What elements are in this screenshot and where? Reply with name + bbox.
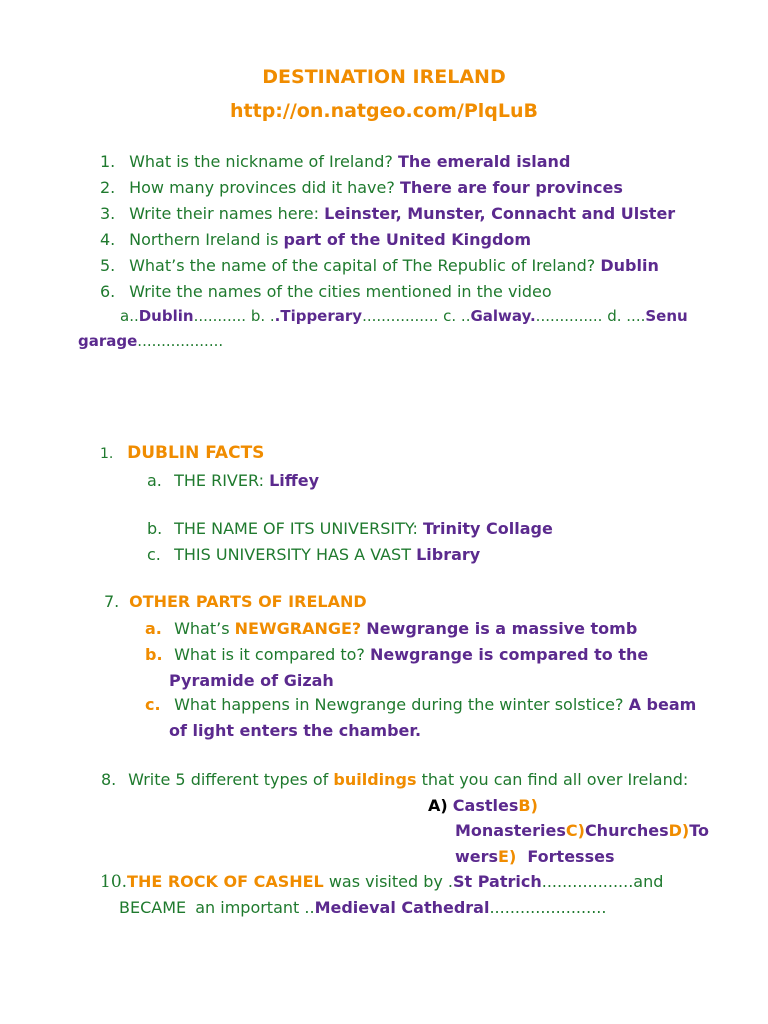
item-label: b. — [145, 645, 163, 664]
city-b-dots: ................ — [362, 307, 439, 325]
city-d-answer-cont: garage — [78, 332, 138, 350]
other-item-c-cont — [169, 721, 421, 740]
dublin-fact-a — [147, 471, 319, 490]
question-6 — [100, 282, 552, 301]
item-answer: Trinity Collage — [422, 519, 553, 538]
other-item-b — [145, 645, 648, 664]
city-a-dots: ........... — [193, 307, 247, 325]
cashel-answer-1: St Patrich — [453, 872, 542, 891]
dublin-fact-b — [147, 519, 553, 538]
city-d-dots: .................. — [137, 332, 224, 350]
question-text: Northern Ireland is — [129, 230, 279, 249]
question-5 — [100, 256, 659, 275]
item-answer: Liffey — [269, 471, 320, 490]
question-1 — [100, 152, 570, 171]
answer-a: Castles — [452, 796, 519, 815]
item-answer: Library — [416, 545, 481, 564]
question-number: 1. — [100, 152, 116, 171]
question-number: 3. — [100, 204, 116, 223]
item-answer-cont: of light enters the chamber. — [169, 721, 422, 740]
source-url[interactable]: http://on.natgeo.com/PlqLuB — [230, 100, 538, 122]
item-question: What happens in Newgrange during the winter solstice? — [174, 695, 624, 714]
question-4 — [100, 230, 531, 249]
cashel-line-2 — [119, 898, 606, 917]
answer-label-d: D) — [668, 821, 690, 840]
item-label: c. — [145, 695, 161, 714]
answer-text: There are four provinces — [399, 178, 623, 197]
item-answer: Newgrange is compared to the — [369, 645, 649, 664]
question-text: Write the names of the cities mentioned in the video — [129, 282, 552, 301]
cashel-answer-2: Medieval Cathedral — [314, 898, 490, 917]
cashel-question: was visited by . — [328, 872, 454, 891]
city-a-prefix: a.. — [120, 307, 139, 325]
other-parts-heading — [104, 592, 367, 611]
question-number: 10. — [100, 872, 128, 892]
buildings-question — [101, 770, 688, 789]
item-keyword: NEWGRANGE? — [234, 619, 362, 638]
item-answer: A beam — [628, 695, 697, 714]
dublin-fact-c — [147, 545, 480, 564]
answer-label-a: A) — [428, 796, 448, 815]
question-keyword: buildings — [333, 770, 417, 789]
other-item-c — [145, 695, 696, 714]
city-c-answer: Galway. — [470, 307, 536, 325]
question-text: What is the nickname of Ireland? — [129, 152, 393, 171]
question-2 — [100, 178, 623, 197]
question-text: Write their names here: — [129, 204, 320, 223]
section-number: 1. — [100, 446, 114, 462]
question-number: 6. — [100, 282, 116, 301]
city-a-answer: Dublin — [138, 307, 194, 325]
item-answer: Newgrange is a massive tomb — [366, 619, 638, 638]
section-number: 7. — [104, 592, 120, 611]
buildings-answer-line-2 — [455, 821, 709, 840]
cashel-dots-1: ..................and — [541, 872, 664, 891]
cities-line-1 — [120, 307, 688, 325]
question-text: What’s the name of the capital of The Republic of Ireland? — [129, 256, 596, 275]
answer-text: Dublin — [600, 256, 659, 275]
city-b-prefix: b. . — [250, 307, 275, 325]
item-label: a. — [145, 619, 162, 638]
answer-d-part1: To — [689, 821, 709, 840]
question-number: 4. — [100, 230, 116, 249]
question-text: How many provinces did it have? — [129, 178, 395, 197]
city-b-answer: .Tipperary — [274, 307, 363, 325]
cities-line-2 — [78, 332, 223, 350]
question-number: 5. — [100, 256, 116, 275]
cashel-question-2b: an important .. — [195, 898, 315, 917]
city-c-dots: .............. — [535, 307, 603, 325]
item-label: b. — [147, 519, 163, 538]
answer-text: Leinster, Munster, Connacht and Ulster — [324, 204, 676, 223]
item-question: What is it compared to? — [174, 645, 365, 664]
city-c-prefix: c. .. — [443, 307, 471, 325]
cashel-line-1 — [100, 872, 663, 892]
buildings-answer-line-3 — [455, 847, 614, 866]
other-item-a — [145, 619, 637, 638]
question-text: Write 5 different types of — [128, 770, 329, 789]
answer-c: Churches — [584, 821, 669, 840]
answer-label-c: C) — [565, 821, 585, 840]
answer-d-part2: wers — [455, 847, 499, 866]
answer-label-e: E) — [498, 847, 517, 866]
answer-text: part of the United Kingdom — [283, 230, 532, 249]
section-heading: OTHER PARTS OF IRELAND — [129, 592, 367, 611]
city-d-prefix: d. .... — [607, 307, 646, 325]
item-answer-cont: Pyramide of Gizah — [169, 671, 334, 690]
item-question: What’s — [174, 619, 230, 638]
question-number: 2. — [100, 178, 116, 197]
question-3 — [100, 204, 675, 223]
question-number: 8. — [101, 770, 117, 789]
other-item-b-cont — [169, 671, 334, 690]
item-label: c. — [147, 545, 161, 564]
section-heading: DUBLIN FACTS — [127, 443, 265, 463]
city-d-answer: Senu — [645, 307, 688, 325]
question-text-end: that you can find all over Ireland: — [421, 770, 689, 789]
item-question: THIS UNIVERSITY HAS A VAST — [174, 545, 411, 564]
item-question: THE NAME OF ITS UNIVERSITY: — [174, 519, 418, 538]
dublin-facts-heading — [100, 443, 264, 463]
item-label: a. — [147, 471, 162, 490]
page-title: DESTINATION IRELAND — [262, 66, 506, 88]
cashel-question-2a: BECAME — [119, 898, 187, 917]
cashel-keyword: THE ROCK OF CASHEL — [127, 872, 324, 891]
answer-e: Fortesses — [527, 847, 615, 866]
answer-text: The emerald island — [397, 152, 571, 171]
answer-label-b: B) — [518, 796, 538, 815]
item-question: THE RIVER: — [174, 471, 264, 490]
cashel-dots-2: ....................... — [489, 898, 607, 917]
answer-b: Monasteries — [455, 821, 566, 840]
buildings-answer-line-1 — [428, 796, 538, 815]
